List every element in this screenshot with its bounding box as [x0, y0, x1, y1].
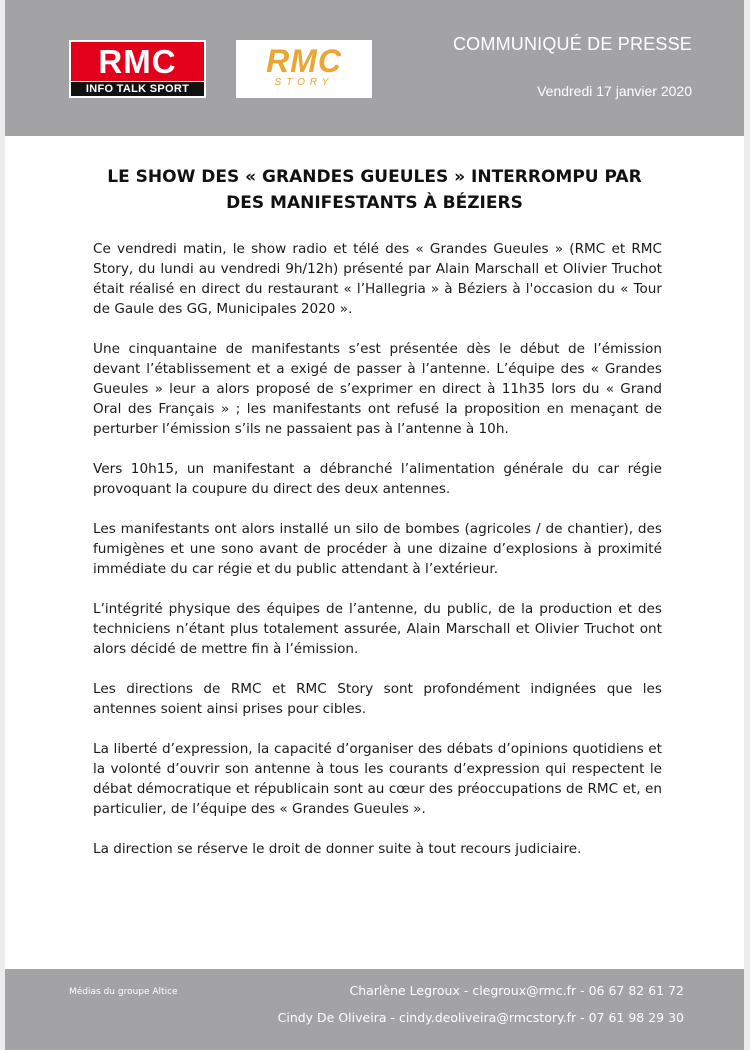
paragraph: Une cinquantaine de manifestants s’est présentée dès le début de l’émission devant l’établissement et a exigé de passer à l’antenne. L’équipe des « Grandes Gueules » leur a alors proposé de s’exprimer en direct à 11h35 lors du « Grand Oral des Français » ; les manifestants ont refusé la proposition en menaçant de perturber l’émission s’ils ne passaient pas à l’antenne à 10h.: [93, 341, 662, 437]
rmc-story-logo-sub: STORY: [274, 77, 334, 88]
rmc-story-logo-main: RMC: [266, 43, 342, 79]
paragraph: Les directions de RMC et RMC Story sont profondément indignées que les antennes soient ainsi prises pour cibles.: [93, 681, 662, 717]
rmc-logo-tagline: INFO TALK SPORT: [71, 82, 204, 96]
rmc-story-logo: [236, 40, 372, 98]
document-date: Vendredi 17 janvier 2020: [537, 83, 692, 99]
rmc-logo-main: RMC: [71, 42, 204, 81]
footer-band: [5, 969, 744, 1050]
header-band: [5, 0, 744, 136]
paragraph: Les manifestants ont alors installé un silo de bombes (agricoles / de chantier), des fumigènes et une sono avant de procéder à une dizaine d’explosions à proximité immédiate du car régie et du public attendant à l’extérieur.: [93, 521, 662, 577]
paragraph: Vers 10h15, un manifestant a débranché l’alimentation générale du car régie provoquant la coupure du direct des deux antennes.: [93, 461, 662, 497]
document-type: COMMUNIQUÉ DE PRESSE: [452, 34, 692, 54]
footer-group-label: Médias du groupe Altice: [69, 987, 178, 997]
body-text: [93, 239, 662, 879]
rmc-logo: [69, 40, 206, 98]
footer-contact-2: Cindy De Oliveira - cindy.deoliveira@rmcstory.fr - 07 61 98 29 30: [277, 1010, 684, 1025]
paragraph: La liberté d’expression, la capacité d’organiser des débats d’opinions quotidiens et la volonté d’ouvrir son antenne à tous les courants d’expression qui respectent le débat démocratique et républicain sont au cœur des préoccupations de RMC et, en particulier, de l’équipe des « Grandes Gueules ».: [93, 741, 662, 817]
headline-line-2: DES MANIFESTANTS À BÉZIERS: [226, 193, 523, 213]
paragraph: La direction se réserve le droit de donner suite à tout recours judiciaire.: [93, 841, 582, 857]
paragraph: Ce vendredi matin, le show radio et télé des « Grandes Gueules » (RMC et RMC Story, du lundi au vendredi 9h/12h) présenté par Alain Marschall et Olivier Truchot était réalisé en direct du restaurant « l’Hallegria » à Béziers à l'occasion du « Tour de Gaule des GG, Municipales 2020 ».: [93, 241, 662, 317]
headline-line-1: LE SHOW DES « GRANDES GUEULES » INTERROMPU PAR: [107, 167, 642, 187]
press-release-page: [5, 0, 744, 1050]
footer-contact-1: Charlène Legroux - clegroux@rmc.fr - 06 67 82 61 72: [349, 983, 684, 998]
paragraph: L’intégrité physique des équipes de l’antenne, du public, de la production et des techniciens n’étant plus totalement assurée, Alain Marschall et Olivier Truchot ont alors décidé de mettre fin à l’émission.: [93, 601, 662, 657]
headline: [45, 164, 704, 216]
